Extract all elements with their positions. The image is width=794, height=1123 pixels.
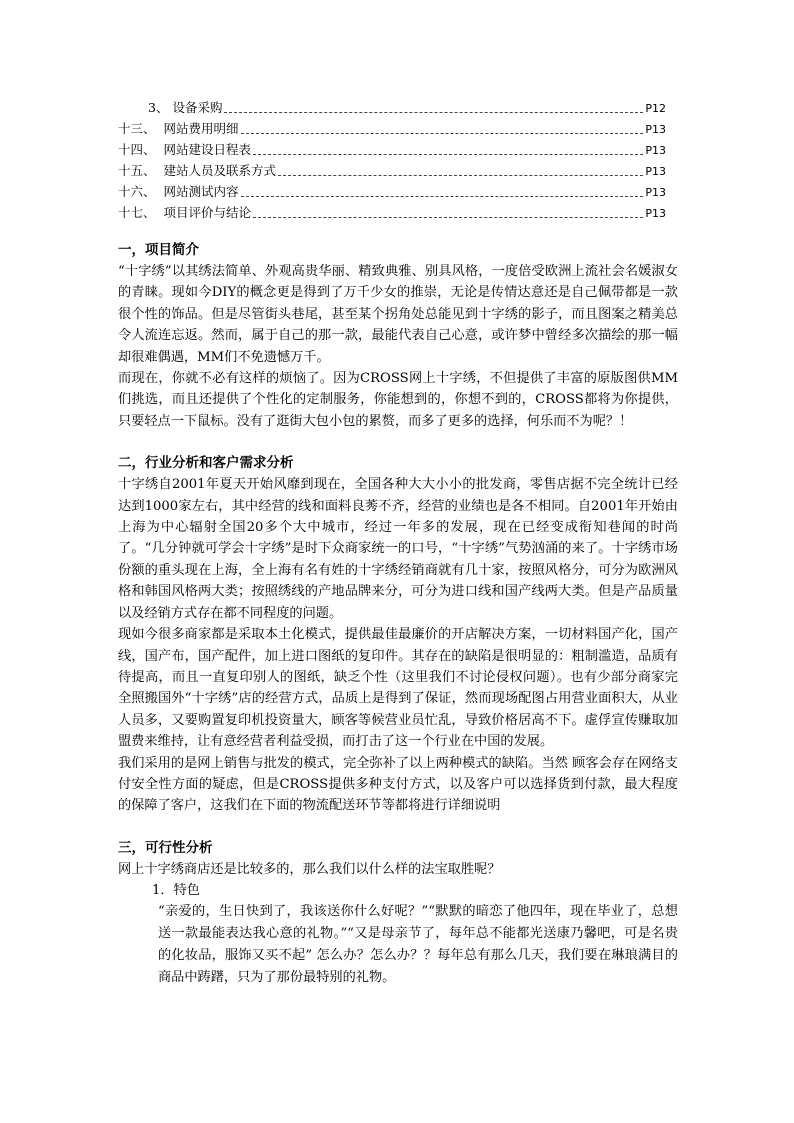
- table-of-contents: [118, 97, 666, 223]
- toc-title: 设备采购: [172, 100, 223, 115]
- toc-page-number: P13: [645, 207, 666, 220]
- toc-row: [118, 181, 666, 202]
- section-heading-industry-analysis: 二，行业分析和客户需求分析: [118, 455, 294, 472]
- paragraph: 十字绣自2001年夏天开始风靡到现在，全国各种大大小小的批发商，零售店据不完全统计已经达到1000家左右，其中经营的线和面料良莠不齐，经营的业绩也是各不相同。自2001年开始由上海为中心辐射全国20多个大中城市，经过一年多的发展，现在已经变成衔知巷闻的时尚了。“几分钟就可学会十字绣”是时下众商家统一的口号，“十字绣”气势汹涌的来了。十字绣市场份额的重头现在上海，全上海有名有姓的十字绣经销商就有几十家，按照风格分，可分为欧洲风格和韩国风格两大类；按照绣线的产地品牌来分，可分为进口线和国产线两大类。但是产品质量以及经销方式存在都不同程度的问题。: [118, 477, 678, 621]
- toc-leader-dots: [241, 185, 644, 197]
- document-body: [118, 240, 678, 989]
- toc-title: 建站人员及联系方式: [163, 163, 277, 178]
- paragraph: “亲爱的，生日快到了，我该送你什么好呢？”“默默的暗恋了他四年，现在毕业了，总想送一款最能表达我心意的礼物。”“又是母亲节了，每年总不能都光送康乃馨吧，可是名贵的化妆品，服饰又买不起” 怎么办？怎么办？？每年总有那么几天，我们要在琳琅满目的商品中踌躇，只为了那份最特别的礼物。: [158, 904, 678, 986]
- section-heading-feasibility: 三，可行性分析: [118, 839, 213, 856]
- toc-leader-dots: [224, 101, 643, 113]
- toc-leader-dots: [241, 122, 644, 134]
- paragraph: 网上十字绣商店还是比较多的，那么我们以什么样的法宝取胜呢？: [118, 861, 501, 877]
- toc-page-number: P13: [645, 165, 666, 178]
- toc-row: [118, 202, 666, 223]
- toc-page-number: P13: [645, 144, 666, 157]
- toc-number: 十七、: [118, 205, 156, 220]
- toc-number: 十四、: [118, 142, 156, 157]
- toc-row: [118, 97, 666, 118]
- paragraph: 而现在，你就不必有这样的烦恼了。因为CROSS网上十字绣，不但提供了丰富的原版图供MM们挑选，而且还提供了个性化的定制服务，你能想到的，你想不到的，CROSS都将为你提供，只要轻点一下鼠标。没有了逛街大包小包的累赘，而多了更多的选择，何乐而不为呢？！: [118, 371, 678, 429]
- list-item-heading: 1．特色: [152, 883, 200, 899]
- toc-leader-dots: [253, 206, 643, 218]
- spacer: [118, 817, 678, 838]
- toc-leader-dots: [278, 164, 643, 176]
- toc-row: [118, 160, 666, 181]
- toc-number: 十五、: [118, 163, 156, 178]
- toc-row: [118, 139, 666, 160]
- spacer: [118, 432, 678, 453]
- paragraph: 我们采用的是网上销售与批发的模式，完全弥补了以上两种模式的缺陷。当然 顾客会存在网络支付安全性方面的疑虑，但是CROSS提供多种支付方式，以及客户可以选择货到付款，最大程度的保障了客户，这我们在下面的物流配送环节等都将进行详细说明: [118, 755, 678, 814]
- toc-title: 网站建设日程表: [163, 142, 252, 157]
- toc-title: 项目评价与结论: [163, 205, 252, 220]
- toc-leader-dots: [253, 143, 643, 155]
- toc-title: 网站费用明细: [163, 121, 239, 136]
- toc-page-number: P13: [645, 186, 666, 199]
- section-heading-project-intro: 一，项目简介: [118, 242, 199, 258]
- toc-page-number: P12: [645, 102, 666, 115]
- toc-row: [118, 118, 666, 139]
- paragraph: “十字绣”以其绣法简单、外观高贵华丽、精致典雅、别具风格，一度倍受欧洲上流社会名媛淑女的青睐。现如今DIY的概念更是得到了万千少女的推崇，无论是传情达意还是自己佩带都是一款很个性的饰品。但是尽管街头巷尾，甚至某个拐角处总能见到十字绣的影子，而且图案之精美总令人流连忘返。然而，属于自己的那一款，最能代表自己心意，或许梦中曾经多次描绘的那一幅却很难偶遇，MM们不免遗憾万千。: [118, 264, 678, 365]
- toc-page-number: P13: [645, 123, 666, 136]
- toc-number: 十三、: [118, 121, 156, 136]
- paragraph: 现如今很多商家都是采取本土化模式，提供最佳最廉价的开店解决方案，一切材料国产化，国产线，国产布，国产配件，加上进口图纸的复印件。其存在的缺陷是很明显的：粗制滥造，品质有待提高，而且一直复印别人的图纸，缺乏个性（这里我们不讨论侵权问题）。也有少部分商家完全照搬国外“十字绣”店的经营方式，品质上是得到了保证，然而现场配图占用营业面积大，从业人员多，又要购置复印机投资量大，顾客等候营业员忙乱，导致价格居高不下。虚俘宣传赚取加盟费来维持，让有意经营者利益受损，而打击了这一个行业在中国的发展。: [118, 627, 678, 750]
- toc-number: 3、: [148, 100, 169, 115]
- toc-number: 十六、: [118, 184, 156, 199]
- toc-title: 网站测试内容: [163, 184, 239, 199]
